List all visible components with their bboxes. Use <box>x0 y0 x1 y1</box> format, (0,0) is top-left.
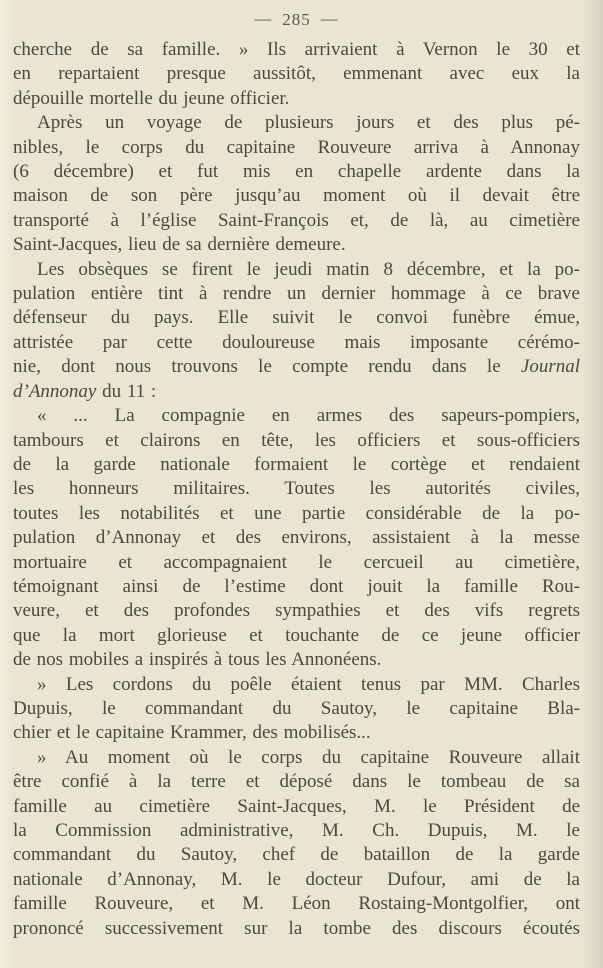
text-line: attristée par cette douloureuse mais imposante cérémo- <box>13 331 580 353</box>
text-line: nie, dont nous trouvons le compte rendu dans le Journal <box>13 356 580 378</box>
text-line: chier et le capitaine Krammer, des mobilisés... <box>13 722 371 744</box>
text-line: Dupuis, le commandant du Sautoy, le capitaine Bla- <box>13 697 580 719</box>
text-line: pulation entière tint à rendre un dernier hommage à ce brave <box>13 283 580 305</box>
text-line: » Les cordons du poêle étaient tenus par MM. Charles <box>37 673 580 695</box>
text-line: maison de son père jusqu’au moment où il devait être <box>13 185 580 207</box>
text-line: mortuaire et accompagnaient le cercueil au cimetière, <box>13 551 580 573</box>
header-dash-right: — <box>320 9 339 28</box>
text-line: les honneurs militaires. Toutes les autorités civiles, <box>13 478 580 500</box>
paragraph <box>13 746 580 941</box>
paragraph <box>13 38 580 111</box>
text-line: transporté à l’église Saint-François et, de là, au cimetière <box>13 209 580 231</box>
text-line: de la garde nationale formaient le cortège et rendaient <box>13 453 580 475</box>
text-line: Les obsèques se firent le jeudi matin 8 décembre, et la po- <box>37 258 580 280</box>
text-line: « ... La compagnie en armes des sapeurs-pompiers, <box>37 405 580 427</box>
text-line: (6 décembre) et fut mis en chapelle ardente dans la <box>13 161 580 183</box>
text-line: » Au moment où le corps du capitaine Rouveure allait <box>37 746 580 768</box>
text-line: cherche de sa famille. » Ils arrivaient à Vernon le 30 et <box>13 39 580 60</box>
text-line: dépouille mortelle du jeune officier. <box>13 87 290 109</box>
text-line: famille Rouveure, et M. Léon Rostaing-Montgolfier, ont <box>13 893 580 915</box>
paragraph <box>13 258 580 404</box>
text-line: défenseur du pays. Elle suivit le convoi funèbre émue, <box>13 307 580 329</box>
header-dash-left: — <box>254 9 273 28</box>
text-line: toutes les notabilités et une partie considérable de la po- <box>13 502 580 524</box>
text-line: veure, et des profondes sympathies et des vifs regrets <box>13 600 580 622</box>
paragraph <box>13 673 580 746</box>
text-line: de nos mobiles a inspirés à tous les Annonéens. <box>13 649 382 671</box>
text-line: témoignant ainsi de l’estime dont jouit la famille Rou- <box>13 575 580 597</box>
text-line: famille au cimetière Saint-Jacques, M. le Président de <box>13 795 580 817</box>
text-line: en repartaient presque aussitôt, emmenant avec eux la <box>13 63 580 85</box>
text-block <box>13 38 580 941</box>
text-line: d’Annonay du 11 : <box>13 380 157 402</box>
text-line: tambours et clairons en tête, les officiers et sous-officiers <box>13 429 580 451</box>
paragraph <box>13 111 580 257</box>
paragraph <box>13 404 580 672</box>
text-line: la Commission administrative, M. Ch. Dupuis, M. le <box>13 820 580 841</box>
text-line: nibles, le corps du capitaine Rouveure arriva à Annonay <box>13 136 580 158</box>
text-line: Saint-Jacques, lieu de sa dernière demeure. <box>13 234 346 256</box>
text-line: être confié à la terre et déposé dans le tombeau de sa <box>13 771 580 793</box>
text-line: prononcé successivement sur la tombe des discours écoutés <box>13 917 580 939</box>
page-number: 285 <box>282 10 311 29</box>
text-line: pulation d’Annonay et des environs, assistaient à la messe <box>13 527 580 549</box>
text-line: que la mort glorieuse et touchante de ce jeune officier <box>13 624 580 646</box>
text-line: Après un voyage de plusieurs jours et des plus pé- <box>37 112 580 134</box>
text-line: commandant du Sautoy, chef de bataillon de la garde <box>13 844 580 866</box>
page-header <box>13 8 580 38</box>
text-line: nationale d’Annonay, M. le docteur Dufour, ami de la <box>13 868 580 890</box>
